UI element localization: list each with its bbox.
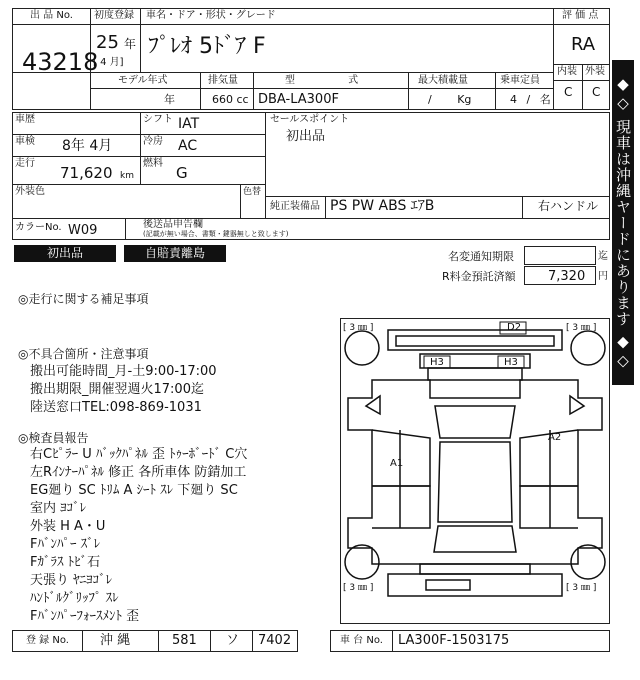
shift-label: シフト	[143, 114, 173, 125]
interior-label: 内装	[557, 66, 577, 77]
defect-notes-title: ◎不具合箇所・注意事項	[18, 347, 149, 361]
inspector-line: EG廻り SC ﾄﾘﾑ A ｼｰﾄ ｽﾚ 下廻り SC	[30, 483, 238, 498]
chassis-no: LA300F-1503175	[398, 633, 510, 648]
mileage-value: 71,620	[60, 164, 113, 182]
inspector-report-title: ◎検査員報告	[18, 431, 89, 445]
tire-depth-rear-right: [ 3 ㎜ ]	[566, 583, 597, 593]
color-no-label: カラーNo.	[15, 222, 62, 233]
sales-point: 初出品	[286, 129, 326, 144]
load-label: 最大積載量	[418, 75, 468, 86]
registration-no-label: 登 録 No.	[26, 635, 69, 646]
registration-year: 25	[96, 32, 119, 53]
recycle-fee-amount: 7,320	[548, 269, 586, 284]
color-change-label: 色替	[243, 187, 262, 197]
recycle-fee-unit: 円	[598, 271, 608, 282]
inspector-line: 天張り ﾔﾆﾖｺﾞﾚ	[30, 573, 113, 588]
inspector-line: Fｶﾞﾗｽ ﾄﾋﾞ石	[30, 555, 101, 570]
defect-line: 陸送窓口TEL:098-869-1031	[30, 400, 202, 415]
exterior-grade: C	[592, 85, 601, 99]
color-no: W09	[68, 223, 98, 238]
equipment-label: 純正装備品	[270, 201, 320, 212]
car-body-diagram	[340, 318, 610, 624]
inspection-label: 車検	[15, 136, 35, 147]
inspector-line: 室内 ﾖｺﾞﾚ	[30, 501, 87, 516]
damage-mark-h3-right: H3	[504, 357, 518, 368]
damage-mark-a1: A1	[390, 458, 404, 469]
tire-depth-front-left: [ 3 ㎜ ]	[343, 323, 374, 333]
sales-point-label: セールスポイント	[270, 114, 350, 125]
mileage-label: 走行	[15, 158, 35, 169]
displacement-label: 排気量	[208, 75, 238, 86]
inspector-line: ﾊﾝﾄﾞﾙｸﾞﾘｯﾌﾟ ｽﾚ	[30, 591, 119, 606]
defect-line: 搬出期限_開催翌週火17:00迄	[30, 382, 204, 397]
car-name: ﾌﾟﾚｵ 5ﾄﾞｱ F	[148, 34, 266, 59]
name-change-unit: 迄	[598, 251, 608, 262]
car-name-label: 車名・ドア・形状・グレード	[146, 10, 276, 21]
capacity: 4 / 名	[510, 93, 551, 106]
steering: 右ハンドル	[538, 199, 599, 213]
registration-region: 沖 縄	[100, 633, 131, 648]
interior-grade: C	[564, 85, 573, 99]
type-label: 型 式	[285, 75, 359, 86]
damage-mark-a2: A2	[548, 432, 562, 443]
history-label: 車歴	[15, 114, 35, 125]
score-label: 評 価 点	[562, 10, 599, 21]
island-insurance-banner: 自賠責離島	[124, 245, 226, 262]
aftermarket-note: (記載が無い場合、書類・鍵器無しと致します)	[143, 230, 289, 238]
registration-month: [ 4 月]	[93, 57, 124, 68]
fuel-value: G	[176, 164, 188, 182]
inspector-line: Fﾊﾞﾝﾊﾟｰﾌｫｰｽﾒﾝﾄ 歪	[30, 609, 140, 624]
tire-depth-rear-left: [ 3 ㎜ ]	[343, 583, 374, 593]
first-listing-banner: 初出品	[14, 245, 116, 262]
inspector-line: 右Cﾋﾟﾗｰ U ﾊﾞｯｸﾊﾟﾈﾙ 歪 ﾄｩｰﾎﾞｰﾄﾞ C穴	[30, 447, 248, 462]
exterior-color-label: 外装色	[15, 186, 45, 197]
inspector-line: 左Rｲﾝﾅｰﾊﾟﾈﾙ 修正 各所車体 防錆加工	[30, 465, 247, 480]
chassis-no-label: 車 台 No.	[340, 635, 383, 646]
registration-number: 7402	[258, 633, 292, 648]
registration-class: 581	[172, 633, 197, 648]
capacity-label: 乗車定員	[500, 75, 540, 86]
recycle-fee-label: R料金預託済額	[442, 270, 516, 283]
mileage-unit: km	[120, 171, 134, 181]
aftermarket-label: 後送品申告欄	[143, 219, 203, 230]
ac-value: AC	[178, 138, 198, 154]
fuel-label: 燃料	[143, 158, 163, 169]
first-registration-label: 初度登録	[94, 10, 134, 21]
inspector-line: 外装 H A・U	[30, 519, 106, 534]
type-code: DBA-LA300F	[258, 92, 339, 107]
damage-mark-d2: D2	[507, 322, 522, 333]
model-year-label: モデル年式	[118, 75, 168, 86]
exterior-label: 外装	[585, 66, 605, 77]
model-year-unit: 年	[164, 93, 175, 106]
name-change-deadline-box	[524, 246, 596, 265]
yard-location-banner: ◆◇ 現車は沖縄ヤードにあります ◆◇	[612, 60, 634, 385]
displacement: 660 cc	[212, 93, 249, 106]
ac-label: 冷房	[143, 136, 163, 147]
shift-value: IAT	[178, 116, 200, 132]
max-load: / Kg	[428, 93, 472, 106]
equipment: PS PW ABS ｴｱB	[330, 198, 435, 214]
running-notes-title: ◎走行に関する補足事項	[18, 292, 149, 306]
score: RA	[571, 34, 596, 55]
damage-mark-h3-left: H3	[430, 357, 444, 368]
lot-no-label: 出 品 No.	[30, 10, 73, 21]
name-change-deadline-label: 名変通知期限	[448, 250, 514, 263]
defect-line: 搬出可能時間_月-土9:00-17:00	[30, 364, 217, 379]
registration-kana: ソ	[226, 633, 240, 648]
tire-depth-front-right: [ 3 ㎜ ]	[566, 323, 597, 333]
year-unit: 年	[124, 37, 137, 51]
inspector-line: Fﾊﾞﾝﾊﾟｰ ｽﾞﾚ	[30, 537, 101, 552]
inspection-value: 8年 4月	[62, 138, 113, 154]
lot-no: 43218	[22, 48, 99, 76]
